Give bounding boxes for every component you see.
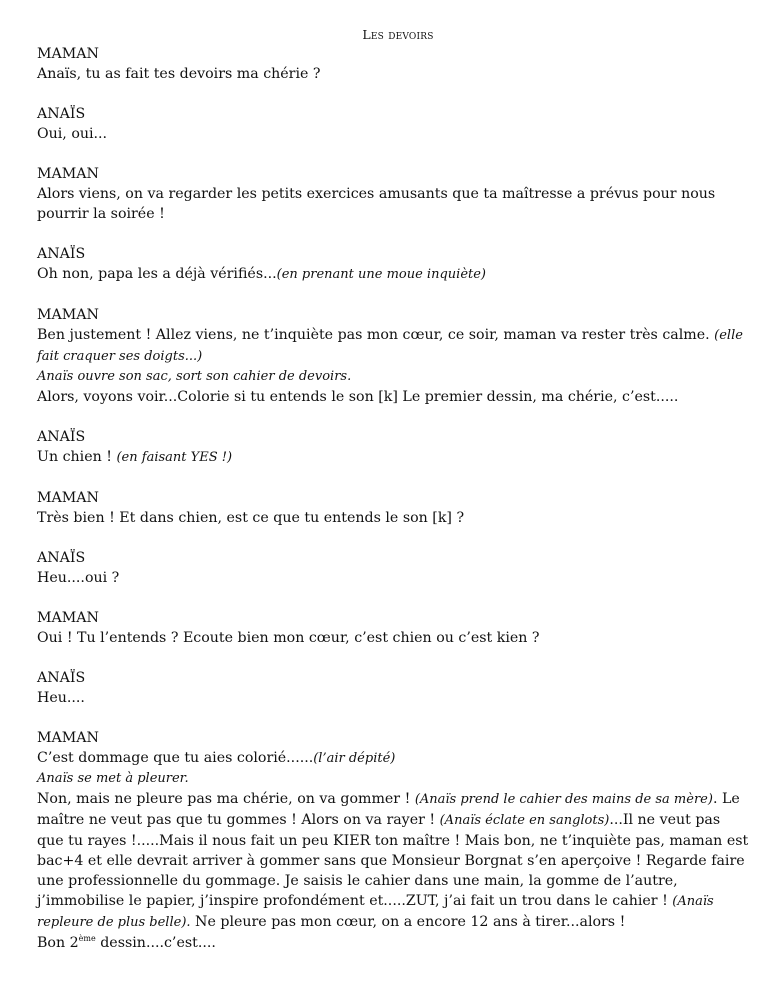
dialogue-block (37, 728, 749, 953)
dialogue-text: Un chien ! (37, 449, 117, 465)
dialogue-text: Ne pleure pas mon cœur, on a encore 12 ans à tirer...alors ! (190, 914, 626, 930)
dialogue-line (37, 325, 749, 367)
speaker-name: MAMAN (37, 166, 99, 182)
dialogue-text: ...Il ne veut pas que tu rayes !.....Mais il nous fait un peu KIER ton maître ! Mais bon, ne t’inquiète pas, maman est bac+4 et elle devrait arriver à gommer sans que Monsieur Borgnat s’en aperçoive ! Regarde faire une professionnelle du gommage. Je saisis le cahier dans une main, la gomme de l’autre, j’immobilise le papier, j’inspire profondément et.....ZUT, j’ai fait un trou dans le cahier ! (37, 812, 749, 909)
stage-direction: (en faisant YES !) (116, 450, 233, 465)
dialogue-line (37, 264, 749, 285)
dialogue-block (37, 427, 749, 468)
dialogue-line: Alors, voyons voir...Colorie si tu entends le son [k] Le premier dessin, ma chérie, c’est..... (37, 389, 679, 405)
stage-direction: Anaïs ouvre son sac, sort son cahier de devoirs. (37, 369, 352, 384)
speaker-name: ANAÏS (37, 670, 86, 686)
stage-direction: Anaïs se met à pleurer. (37, 771, 189, 786)
dialogue-line: Oui ! Tu l’entends ? Ecoute bien mon cœur, c’est chien ou c’est kien ? (37, 630, 540, 646)
speaker-name: ANAÏS (37, 550, 86, 566)
dialogue-text: Oh non, papa les a déjà vérifiés... (37, 266, 277, 282)
dialogue-line (37, 447, 749, 468)
dialogue-block (37, 608, 749, 648)
title-text: Les devoirs (362, 27, 434, 42)
stage-direction: (l’air dépité) (313, 751, 396, 766)
dialogue-block (37, 44, 749, 84)
dialogue-block (37, 244, 749, 285)
dialogue-line: Heu.... (37, 690, 85, 706)
dialogue-text: Bon 2 (37, 935, 79, 951)
speaker-name: MAMAN (37, 46, 99, 62)
dialogue-block (37, 488, 749, 528)
dialogue-text: Ben justement ! Allez viens, ne t’inquiète pas mon cœur, ce soir, maman va rester très calme. (37, 327, 715, 343)
speaker-name: MAMAN (37, 610, 99, 626)
dialogue-block (37, 305, 749, 407)
dialogue-block (37, 668, 749, 708)
stage-direction: (en prenant une moue inquiète) (276, 267, 486, 282)
dialogue-block (37, 164, 749, 224)
dialogue-paragraph (37, 789, 749, 933)
dialogue-text: . Le maître ne veut pas que tu gommes ! Alors on va rayer ! (37, 791, 740, 828)
dialogue-line: Heu....oui ? (37, 570, 120, 586)
speaker-name: MAMAN (37, 307, 99, 323)
dialogue-line (37, 748, 749, 769)
dialogue-text: C’est dommage que tu aies colorié...... (37, 750, 314, 766)
dialogue-line: Très bien ! Et dans chien, est ce que tu entends le son [k] ? (37, 510, 465, 526)
speaker-name: ANAÏS (37, 246, 86, 262)
stage-direction: (Anaïs prend le cahier des mains de sa mère) (414, 792, 713, 807)
document-title (0, 27, 768, 42)
dialogue-text: dessin....c’est.... (95, 935, 216, 951)
stage-direction: (Anaïs éclate en sanglots) (439, 813, 610, 828)
speaker-name: MAMAN (37, 490, 99, 506)
speaker-name: ANAÏS (37, 106, 86, 122)
superscript: ème (78, 934, 96, 943)
dialogue-text: Non, mais ne pleure pas ma chérie, on va gommer ! (37, 791, 415, 807)
dialogue-body (37, 44, 749, 953)
speaker-name: ANAÏS (37, 429, 86, 445)
dialogue-line: Anaïs, tu as fait tes devoirs ma chérie ? (37, 66, 321, 82)
stage-direction: (Anaïs repleure de plus belle). (37, 894, 714, 930)
dialogue-line (37, 933, 749, 953)
dialogue-block (37, 548, 749, 588)
speaker-name: MAMAN (37, 730, 99, 746)
dialogue-line: Alors viens, on va regarder les petits exercices amusants que ta maîtresse a prévus pour nous pourrir la soirée ! (37, 186, 716, 222)
stage-direction: (elle fait craquer ses doigts...) (37, 328, 743, 364)
dialogue-block (37, 104, 749, 144)
dialogue-line: Oui, oui... (37, 126, 108, 142)
